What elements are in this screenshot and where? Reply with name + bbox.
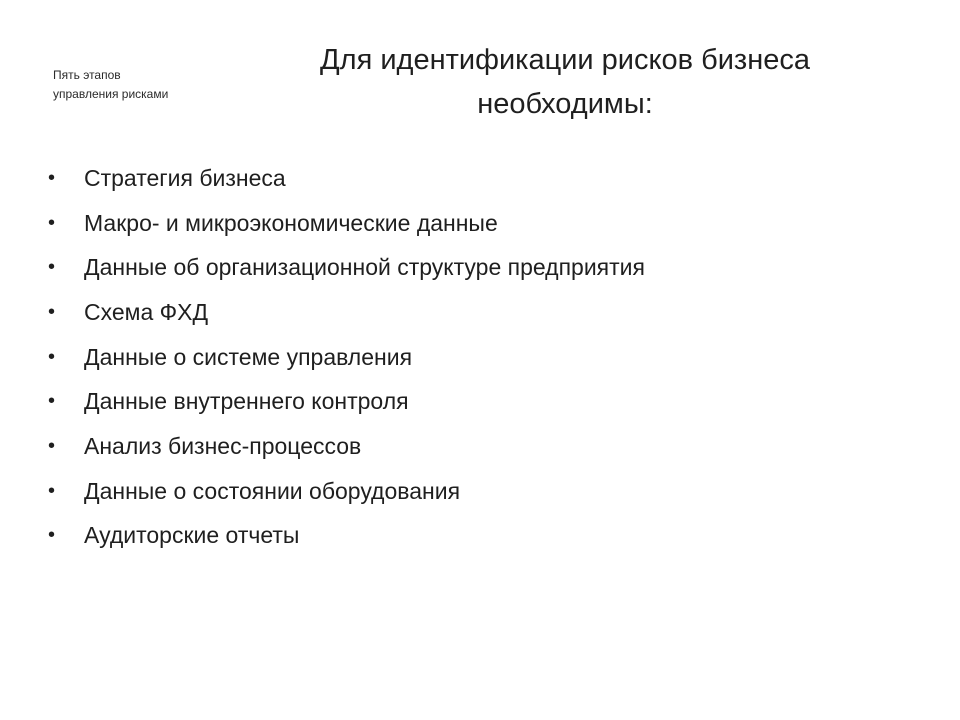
bullet-icon: • bbox=[48, 524, 56, 547]
section-label-line-2: управления рисками bbox=[53, 87, 169, 101]
bullet-icon: • bbox=[48, 166, 56, 189]
bullet-text: Схема ФХД bbox=[84, 298, 209, 325]
bullet-icon: • bbox=[48, 434, 56, 457]
bullet-list bbox=[48, 156, 645, 558]
bullet-icon: • bbox=[48, 256, 56, 279]
section-label-line-1: Пять этапов bbox=[53, 68, 121, 82]
bullet-text: Анализ бизнес-процессов bbox=[84, 432, 362, 459]
bullet-text: Данные о состоянии оборудования bbox=[84, 477, 461, 504]
bullet-item bbox=[48, 514, 645, 559]
bullet-icon: • bbox=[48, 211, 56, 234]
bullet-icon: • bbox=[48, 479, 56, 502]
slide-title-line-1: Для идентификации рисков бизнеса bbox=[320, 44, 810, 76]
bullet-item bbox=[48, 201, 645, 246]
slide-title-line-2: необходимы: bbox=[477, 88, 653, 120]
bullet-icon: • bbox=[48, 345, 56, 368]
bullet-text: Аудиторские отчеты bbox=[84, 522, 300, 549]
bullet-text: Макро- и микроэкономические данные bbox=[84, 209, 498, 236]
bullet-icon: • bbox=[48, 390, 56, 413]
bullet-item bbox=[48, 156, 645, 201]
bullet-text: Данные об организационной структуре предприятия bbox=[84, 254, 645, 281]
bullet-text: Данные о системе управления bbox=[84, 343, 413, 370]
bullet-item bbox=[48, 469, 645, 514]
slide-title bbox=[230, 38, 900, 126]
bullet-text: Данные внутреннего контроля bbox=[84, 388, 409, 415]
bullet-item bbox=[48, 245, 645, 290]
section-label bbox=[53, 66, 253, 104]
bullet-item bbox=[48, 290, 645, 335]
bullet-icon: • bbox=[48, 300, 56, 323]
bullet-item bbox=[48, 379, 645, 424]
bullet-text: Стратегия бизнеса bbox=[84, 164, 286, 191]
bullet-item bbox=[48, 335, 645, 380]
bullet-item bbox=[48, 424, 645, 469]
